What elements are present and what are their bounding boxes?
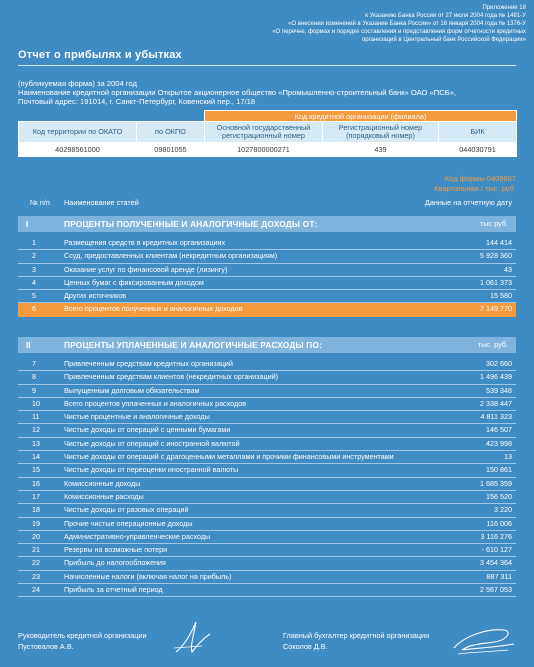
row-number: 22 — [32, 558, 40, 568]
row-label: Ссуд, предоставленных клиентам (некредитным организациям) — [64, 251, 278, 261]
table-row — [18, 491, 516, 504]
row-label: Начисленные налоги (включая налог на прибыль) — [64, 571, 232, 581]
head-signature-block — [18, 630, 147, 652]
row-number: 18 — [32, 505, 40, 515]
code-table-header: по ОКПО — [137, 122, 205, 143]
row-number: 9 — [32, 385, 36, 395]
appendix-line: «О перечне, формах и порядке составления и представления форм отчетности кредитных — [272, 29, 526, 35]
row-label: Чистые доходы от разовых операций — [64, 505, 189, 515]
row-value: 3 116 276 — [480, 531, 512, 541]
table-row — [18, 424, 516, 437]
row-label: Резервы на возможные потери — [64, 545, 168, 555]
section-header-1 — [18, 216, 516, 232]
row-number: 15 — [32, 465, 40, 475]
row-number: 14 — [32, 452, 40, 462]
row-number: 8 — [32, 372, 36, 382]
table-row — [18, 451, 516, 464]
report-period: (публикуемая форма) за 2004 год — [18, 79, 137, 88]
table-row — [18, 571, 516, 584]
code-table-value: 09801055 — [137, 143, 205, 157]
appendix-line: «О внесении изменений в Указание Банка России» от 16 января 2004 года № 1376-У — [288, 21, 526, 27]
head-signature-mark — [172, 618, 214, 658]
table-row — [18, 358, 516, 371]
row-label: Оказание услуг по финансовой аренде (лизингу) — [64, 264, 228, 274]
code-table-value: 439 — [323, 143, 439, 157]
code-table-value: 1027800000271 — [205, 143, 323, 157]
table-row — [18, 518, 516, 531]
row-label: Прибыль за отчетный период — [64, 585, 163, 595]
row-label: Чистые доходы от переоценки иностранной валюты — [64, 465, 239, 475]
row-value: 13 — [504, 452, 512, 462]
table-row — [18, 438, 516, 451]
row-value: 423 998 — [486, 438, 512, 448]
appendix-line: к Указанию Банка России от 27 июля 2004 года № 1481-У — [365, 13, 526, 19]
section-1-rows — [18, 237, 516, 317]
row-label: Комиссионные доходы — [64, 478, 141, 488]
row-value: 156 520 — [486, 491, 512, 501]
row-value: 43 — [504, 264, 512, 274]
head-name: Пустовалов А.В. — [18, 642, 74, 651]
row-label: Всего процентов полученных и аналогичных доходов — [64, 304, 243, 314]
bank-info — [18, 79, 518, 106]
row-label: Административно-управленческие расходы — [64, 531, 211, 541]
table-row — [18, 385, 516, 398]
table-row — [18, 531, 516, 544]
bank-name: Наименование кредитной организации Открытое акционерное общество «Промышленно-строительный банк» ОАО «ПСБ», — [18, 88, 457, 97]
form-unit-line: Квартальная / тыс. руб. — [434, 184, 516, 193]
row-value: 150 861 — [486, 465, 512, 475]
row-label: Прибыль до налогообложения — [64, 558, 166, 568]
table-row — [18, 464, 516, 477]
row-number: 16 — [32, 478, 40, 488]
row-number: 20 — [32, 531, 40, 541]
row-label: Чистые доходы от операций с иностранной валютой — [64, 438, 240, 448]
row-value: 2 567 053 — [480, 585, 512, 595]
row-number: 12 — [32, 425, 40, 435]
row-label: Выпущенным долговым обязательствам — [64, 385, 200, 395]
section-unit: тыс руб. — [479, 219, 508, 228]
table-row — [18, 237, 516, 250]
section-title: ПРОЦЕНТЫ ПОЛУЧЕННЫЕ И АНАЛОГИЧНЫЕ ДОХОДЫ ОТ: — [64, 219, 318, 229]
page-title: Отчет о прибылях и убытках — [18, 49, 182, 61]
section-2-rows — [18, 358, 516, 597]
row-number: 6 — [32, 304, 36, 314]
table-row — [18, 584, 516, 597]
column-header-num: № п/п — [30, 198, 50, 207]
row-value: 302 660 — [486, 359, 512, 368]
row-label: Других источников — [64, 291, 127, 301]
row-number: 4 — [32, 277, 36, 287]
row-value: - 610 127 — [481, 545, 512, 555]
row-label: Размещения средств в кредитных организациях — [64, 238, 226, 247]
section-header-2 — [18, 337, 516, 353]
row-number: 3 — [32, 264, 36, 274]
row-label: Прочие чистые операционные доходы — [64, 518, 193, 528]
column-headers — [18, 198, 516, 210]
accountant-name: Соколов Д.В. — [283, 642, 328, 651]
row-label: Чистые доходы от операций с ценными бумагами — [64, 425, 231, 435]
row-value: 1 061 373 — [480, 277, 512, 287]
row-label: Чистые доходы от операций с драгоценными металлами и прочими финансовыми инструментами — [64, 452, 394, 462]
row-number: 23 — [32, 571, 40, 581]
table-row — [18, 264, 516, 277]
section-title: ПРОЦЕНТЫ УПЛАЧЕННЫЕ И АНАЛОГИЧНЫЕ РАСХОДЫ ПО: — [64, 340, 323, 350]
column-header-name: Наименование статей — [64, 198, 139, 207]
row-label: Чистые процентные и аналогичные доходы — [64, 412, 210, 422]
table-row — [18, 371, 516, 384]
accountant-title: Главный бухгалтер кредитной организации — [283, 631, 430, 640]
table-row — [18, 250, 516, 263]
table-row — [18, 303, 516, 316]
code-table-header: Основной государственный регистрационный номер — [205, 122, 323, 143]
section-number: II — [26, 340, 31, 350]
row-number: 1 — [32, 238, 36, 247]
row-number: 17 — [32, 491, 40, 501]
form-code-line: Код формы 0409807 — [444, 174, 516, 183]
appendix-line: организаций в Центральный банк Российской Федерации» — [361, 37, 526, 43]
code-table-header: Код территории по ОКАТО — [19, 122, 137, 143]
title-divider — [18, 65, 516, 66]
section-unit: тыс. руб. — [477, 340, 508, 349]
row-value: 7 149 770 — [480, 304, 512, 314]
appendix-line: Приложение 18 — [482, 5, 526, 11]
table-row — [18, 411, 516, 424]
row-number: 24 — [32, 585, 40, 595]
row-number: 2 — [32, 251, 36, 261]
row-number: 21 — [32, 545, 40, 555]
row-value: 1 496 439 — [480, 372, 512, 382]
form-code — [434, 174, 516, 194]
row-value: 116 006 — [486, 518, 512, 528]
row-number: 7 — [32, 359, 36, 368]
row-value: 146 507 — [486, 425, 512, 435]
row-value: 4 811 323 — [480, 412, 512, 422]
table-row — [18, 504, 516, 517]
row-number: 5 — [32, 291, 36, 301]
accountant-signature-block — [283, 630, 429, 652]
row-number: 11 — [32, 412, 40, 422]
table-row — [18, 557, 516, 570]
section-number: I — [26, 219, 29, 229]
row-value: 3 220 — [494, 505, 512, 515]
table-row — [18, 544, 516, 557]
column-header-value: Данные на отчетную дату — [424, 198, 512, 207]
head-title: Руководитель кредитной организации — [18, 631, 147, 640]
row-value: 3 454 364 — [480, 558, 512, 568]
code-table-header: Регистрационный номер (порядковый номер) — [323, 122, 439, 143]
row-label: Всего процентов уплаченных и аналогичных расходов — [64, 398, 247, 408]
code-table-value: 40298561000 — [19, 143, 137, 157]
row-number: 10 — [32, 398, 40, 408]
row-label: Ценных бумаг с фиксированным доходом — [64, 277, 204, 287]
table-row — [18, 398, 516, 411]
row-value: 887 311 — [486, 571, 512, 581]
row-value: 5 928 360 — [480, 251, 512, 261]
appendix-note — [166, 4, 526, 44]
row-value: 144 414 — [486, 238, 512, 247]
row-value: 2 338 447 — [480, 398, 512, 408]
row-label: Привлеченным средствам клиентов (некредитных организаций) — [64, 372, 279, 382]
table-row — [18, 478, 516, 491]
code-table — [18, 110, 517, 157]
table-row — [18, 277, 516, 290]
code-table-value: 044030791 — [439, 143, 517, 157]
row-value: 15 580 — [490, 291, 512, 301]
row-label: Комиссионные расходы — [64, 491, 144, 501]
row-number: 19 — [32, 518, 40, 528]
bank-address: Почтовый адрес: 191014, г. Санкт-Петербург, Ковенский пер., 17/18 — [18, 97, 256, 106]
row-number: 13 — [32, 438, 40, 448]
accountant-signature-mark — [448, 618, 518, 662]
table-row — [18, 290, 516, 303]
code-table-group-header: Код кредитной организации (филиала) — [205, 111, 517, 122]
row-value: 1 685 359 — [480, 478, 512, 488]
code-table-header: БИК — [439, 122, 517, 143]
row-value: 539 348 — [486, 385, 512, 395]
row-label: Привлеченным средствам кредитных организаций — [64, 359, 233, 368]
